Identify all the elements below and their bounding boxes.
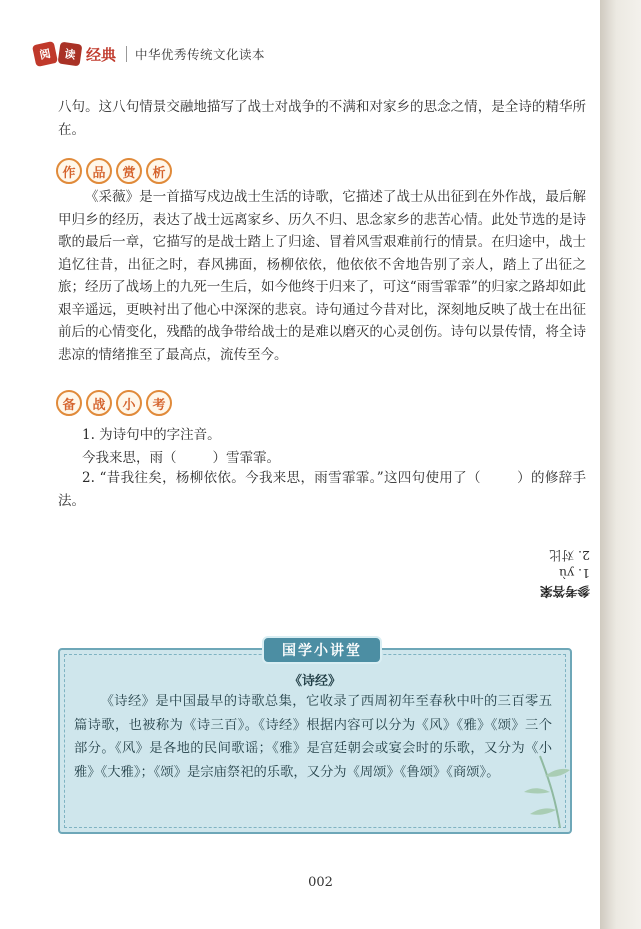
- reference-answers: [520, 546, 590, 600]
- header-divider: [126, 46, 127, 62]
- heading-char: 考: [146, 390, 172, 416]
- appreciation-heading: [56, 158, 172, 184]
- question-2-start: 2. “昔我往矣，杨柳依依。今我来思，雨雪霏霏。”这四句使用了（: [82, 470, 481, 486]
- heading-char: 战: [86, 390, 112, 416]
- exam-heading: [56, 390, 172, 416]
- logo-mark-read: 阅: [32, 41, 58, 67]
- appreciation-text: 《采薇》是一首描写戍边战士生活的诗歌，它描述了战士从出征到在外作战，最后解甲归乡的经历，表达了战士远离家乡、历久不归、思念家乡的悲苦心情。此处节选的是诗歌的最后一章，它描写的是战士踏上了归途、冒着风雪艰难前行的情景。在归途中，战士追忆往昔，出征之时，春风拂面，杨柳依依，他依依不舍地告别了亲人，踏上了出征之旅；经历了战场上的九死一生后，如今他终于归来了，可这“雨雪霏霏”的归家之路却如此艰辛遥远，更映衬出了他心中深深的悲哀。诗句通过今昔对比，深刻地反映了战士在出征前后的心情变化，残酷的战争带给战士的是难以磨灭的心灵创伤。诗句以景传情，将全诗悲凉的情绪推至了最高点，流传至今。: [58, 189, 586, 363]
- page-header: [34, 40, 265, 68]
- answer-1: 1. yù: [558, 566, 590, 581]
- bamboo-illustration: [520, 752, 572, 830]
- question-2: [58, 467, 586, 512]
- heading-char: 小: [116, 390, 142, 416]
- book-spine: [600, 0, 641, 929]
- page-number: 002: [308, 875, 333, 890]
- question-1: 1. 为诗句中的字注音。: [82, 427, 221, 443]
- question-1-line-end: ）雪霏霏。: [212, 450, 280, 466]
- intro-paragraph: 八句。这八句情景交融地描写了战士对战争的不满和对家乡的思念之情，是全诗的精华所在。: [58, 99, 586, 138]
- question-2-end: ）的修辞手法。: [58, 470, 586, 509]
- lecture-subtitle: 《诗经》: [288, 674, 341, 689]
- heading-char: 析: [146, 158, 172, 184]
- heading-char: 作: [56, 158, 82, 184]
- series-subtitle: 中华优秀传统文化读本: [135, 47, 266, 62]
- heading-char: 赏: [116, 158, 142, 184]
- lecture-text: 《诗经》是中国最早的诗歌总集，它收录了西周初年至春秋中叶的三百零五篇诗歌，也被称为《诗三百》。《诗经》根据内容可以分为《风》《雅》《颂》三个部分。《风》是各地的民间歌谣；《雅》是宫廷朝会或宴会时的乐歌，又分为《小雅》《大雅》；《颂》是宗庙祭祀的乐歌，又分为《周颂》《鲁颂》《商颂》。: [74, 694, 552, 780]
- answers-title: 参考答案: [539, 584, 590, 599]
- lecture-title: 国学小讲堂: [262, 636, 382, 664]
- heading-char: 品: [86, 158, 112, 184]
- heading-char: 备: [56, 390, 82, 416]
- logo-mark-study: 读: [58, 42, 83, 67]
- question-1-line: [82, 446, 280, 466]
- question-1-line-start: 今我来思，雨（: [82, 450, 177, 466]
- answer-2: 2. 对比: [549, 548, 590, 563]
- logo-text: 经典: [86, 45, 117, 64]
- series-logo: [34, 40, 116, 68]
